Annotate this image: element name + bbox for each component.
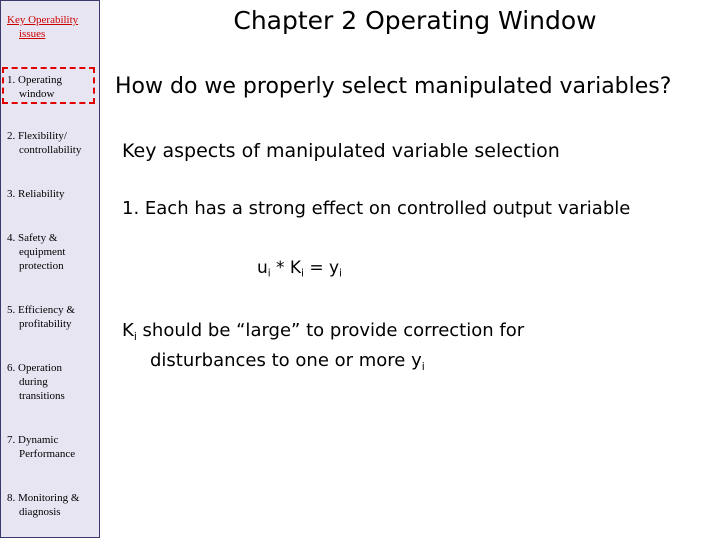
sidebar-item-label: controllability	[19, 144, 82, 156]
sidebar-item-label: 8. Monitoring &	[7, 492, 80, 504]
sidebar-item-label: 4. Safety &	[7, 232, 58, 244]
y-sub: i	[421, 359, 425, 373]
k-note-line2	[150, 350, 425, 371]
sidebar-item-label: Performance	[19, 448, 76, 460]
sidebar-item-label: 5. Efficiency &	[7, 304, 75, 316]
sidebar-item-flexibility[interactable]	[7, 129, 97, 157]
k-symbol: K	[122, 320, 134, 341]
k-note-line1	[122, 320, 524, 341]
sidebar-item-safety[interactable]	[7, 231, 97, 273]
sidebar-item-monitoring[interactable]	[7, 491, 97, 519]
slide-title: Chapter 2 Operating Window	[233, 6, 597, 35]
sidebar-item-label: protection	[19, 260, 64, 272]
sidebar-item-label: diagnosis	[19, 506, 61, 518]
sidebar-item-reliability[interactable]	[7, 187, 97, 201]
sidebar-item-label: during	[19, 376, 48, 388]
sidebar-item-label: transitions	[19, 390, 65, 402]
sidebar-header-link[interactable]	[7, 13, 97, 41]
k-note-text: disturbances to one or more y	[150, 350, 422, 371]
key-aspects-text: Key aspects of manipulated variable selection	[122, 140, 560, 162]
sidebar-item-transitions[interactable]	[7, 361, 97, 403]
sidebar-item-efficiency[interactable]	[7, 303, 97, 331]
sidebar-item-label: profitability	[19, 318, 72, 330]
sidebar-item-label: 7. Dynamic	[7, 434, 59, 446]
eq-k: * K	[270, 258, 302, 278]
eq-sub: i	[267, 268, 271, 280]
sidebar-item-label: 3. Reliability	[7, 188, 65, 200]
k-sub: i	[133, 329, 137, 343]
sidebar-item-operating-window[interactable]	[7, 73, 97, 101]
sidebar-item-dynamic[interactable]	[7, 433, 97, 461]
k-note-text: should be “large” to provide correction for	[136, 320, 525, 341]
sidebar	[0, 0, 100, 538]
equation	[257, 258, 342, 278]
sidebar-item-label: equipment	[19, 246, 66, 258]
eq-sub: i	[301, 268, 304, 280]
sidebar-header-line2: issues	[19, 28, 46, 40]
sidebar-item-label: 6. Operation	[7, 362, 62, 374]
eq-sub: i	[339, 268, 342, 280]
question-text: How do we properly select manipulated variables?	[115, 74, 672, 99]
eq-u: u	[257, 258, 268, 278]
sidebar-item-label: 2. Flexibility/	[7, 130, 67, 142]
sidebar-item-label: 1. Operating	[7, 74, 62, 86]
eq-y: = y	[303, 258, 340, 278]
sidebar-header-line1: Key Operability	[7, 14, 79, 26]
sidebar-item-label: window	[19, 88, 55, 100]
point-1-text: 1. Each has a strong effect on controlled output variable	[122, 198, 631, 219]
